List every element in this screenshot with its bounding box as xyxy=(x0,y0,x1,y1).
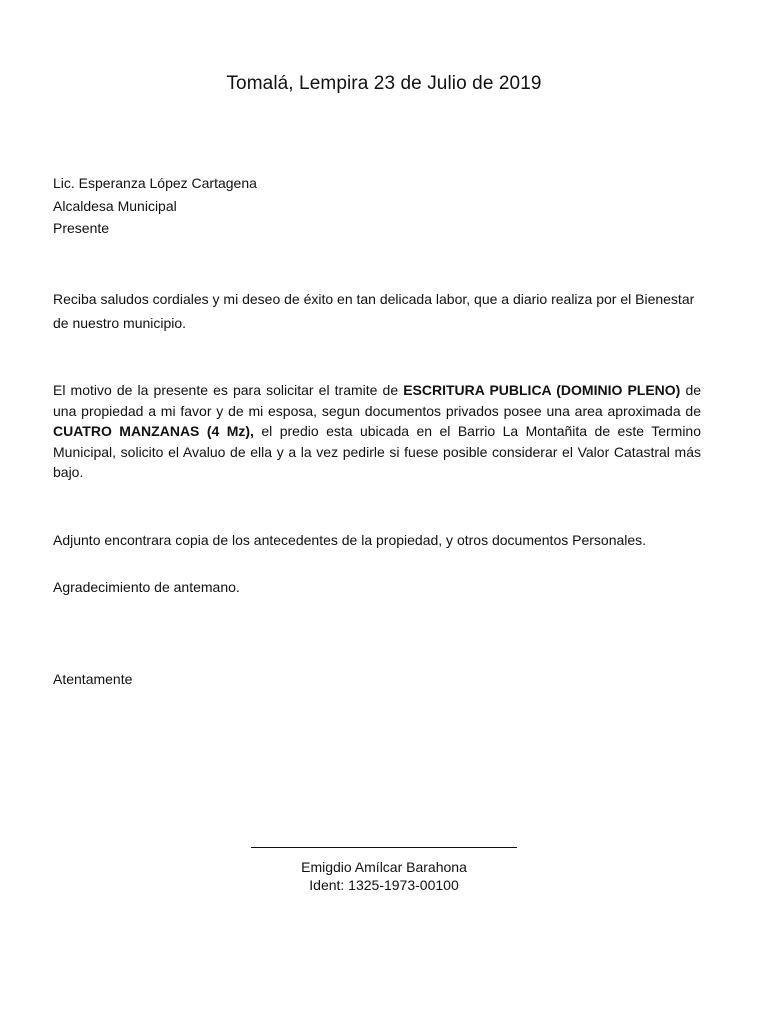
recipient-name: Lic. Esperanza López Cartagena xyxy=(53,175,257,191)
closing-line: Atentamente xyxy=(53,671,133,687)
greeting-paragraph: Reciba saludos cordiales y mi deseo de éxito en tan delicada labor, que a diario realiza por el Bienestar de nuestro municipio. xyxy=(53,291,695,331)
signatory-name: Emigdio Amílcar Barahona xyxy=(301,859,467,875)
motivo-text-3: el predio esta ubicada en el Barrio La Montañita de este Termino Municipal, solicito el Avaluo de ella y a la vez pedirle si fuese posible considerar el Valor Catastral más bajo. xyxy=(53,423,701,481)
recipient-block xyxy=(53,172,701,240)
thanks-line: Agradecimiento de antemano. xyxy=(53,579,240,595)
signatory-ident: Ident: 1325-1973-00100 xyxy=(309,877,459,893)
signature-block xyxy=(0,836,768,894)
recipient-greeting-word: Presente xyxy=(53,220,110,236)
motivo-text-2: de una propiedad a mi favor y de mi esposa, segun documentos privados posee una area aproximada de xyxy=(53,382,702,419)
motivo-bold-manzanas: CUATRO MANZANAS (4 Mz), xyxy=(53,423,254,440)
attachment-paragraph: Adjunto encontrara copia de los antecedentes de la propiedad, y otros documentos Personales. xyxy=(53,532,647,548)
motivo-text-1: El motivo de la presente es para solicitar el tramite de xyxy=(53,382,404,398)
motivo-paragraph xyxy=(53,380,701,483)
signature-line xyxy=(251,836,517,848)
letter-heading: Tomalá, Lempira 23 de Julio de 2019 xyxy=(226,73,542,94)
motivo-bold-escritura: ESCRITURA PUBLICA (DOMINIO PLENO) xyxy=(403,382,681,398)
recipient-position: Alcaldesa Municipal xyxy=(53,197,177,214)
